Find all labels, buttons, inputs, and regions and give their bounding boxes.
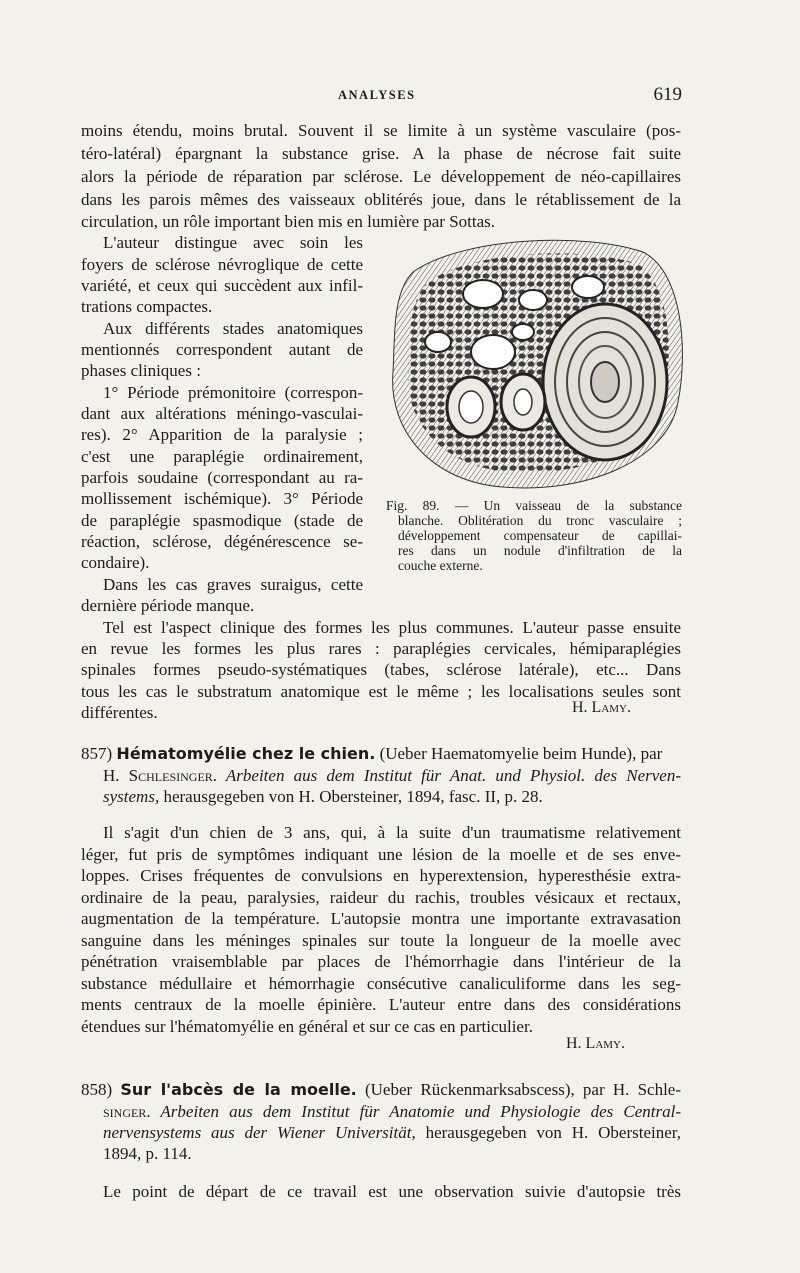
text-line: loppes. Crises fréquentes de convulsions en hyperextension, hyperesthésie extra- xyxy=(81,866,681,885)
journal-title: Arbeiten aus dem Institut für Anatomie und Physiologie des Central- xyxy=(150,1102,681,1121)
text-line: phases cliniques : xyxy=(81,361,201,380)
figure-caption xyxy=(386,498,682,573)
figure-89-illustration xyxy=(383,232,685,492)
text-line: Tel est l'aspect clinique des formes les plus communes. L'auteur passe ensuite xyxy=(103,618,681,637)
entry-reference-line xyxy=(81,765,681,787)
entry-reference-line xyxy=(81,1122,681,1144)
entry-author: singer. xyxy=(103,1102,151,1121)
entry-reference: (Ueber Haematomyelie beim Hunde), par xyxy=(375,744,663,763)
text-line: variété, et ceux qui succèdent aux infil- xyxy=(81,276,363,295)
text-line: pénétration vraisemblable par places de l'hémorrhagie dans l'intérieur de la xyxy=(81,952,681,971)
text-line: circulation, un rôle important bien mis en lumière par Sottas. xyxy=(81,212,496,231)
text-line: Dans les cas graves suraigus, cette xyxy=(103,575,363,594)
text-line: mentionnés correspondent autant de xyxy=(81,340,363,359)
caption-line: blanche. Oblitération du tronc vasculaire ; xyxy=(398,513,682,528)
text-line: foyers de sclérose névroglique de cette xyxy=(81,255,363,274)
section-title: ANALYSES xyxy=(338,88,416,102)
entry-reference: herausgegeben von H. Obersteiner, xyxy=(415,1123,681,1142)
text-line: ordinaire de la peau, paralysies, raideur du rachis, troubles vésicaux et rectaux, xyxy=(81,888,681,907)
journal-title: Arbeiten aus dem Institut für Anat. und Physiol. des Nerven- xyxy=(217,766,681,785)
text-line: augmentation de la température. L'autopsie montra une importante extravasation xyxy=(81,909,681,928)
text-line: Il s'agit d'un chien de 3 ans, qui, à la suite d'un traumatisme relativement xyxy=(103,823,681,842)
entry-number: 858) xyxy=(81,1080,113,1099)
text-line: léger, fut pris de symptômes indiquant une lésion de la moelle et de ses enve- xyxy=(81,845,681,864)
journal-title: nervensystems aus der Wiener Universität, xyxy=(103,1123,416,1142)
text-line: alors la période de réparation par sclérose. Le développement de néo-capillaires xyxy=(81,167,681,186)
text-line: L'auteur distingue avec soin les xyxy=(103,233,363,252)
text-line: sanguine dans les méninges spinales sur toute la longueur de la moelle avec xyxy=(81,931,681,950)
caption-line: développement compensateur de capillai- xyxy=(398,528,682,543)
text-line: téro-latéral) épargnant la substance grise. A la phase de nécrose fait suite xyxy=(81,144,681,163)
entry-reference-line xyxy=(81,786,681,808)
text-line: res). 2° Apparition de la paralysie ; xyxy=(81,425,363,444)
entry-858-heading xyxy=(81,1079,681,1101)
text-line: condaire). xyxy=(81,553,150,572)
signature: H. Lamy. xyxy=(572,699,631,716)
text-line: trations compactes. xyxy=(81,297,213,316)
text-line: Le point de départ de ce travail est une observation suivie d'autopsie très xyxy=(103,1182,681,1201)
caption-line: couche externe. xyxy=(398,558,483,573)
text-line: parfois soudaine (correspondant au ra- xyxy=(81,468,363,487)
text-line: substance médullaire et hémorrhagie consécutive canaliculiforme dans les seg- xyxy=(81,974,681,993)
text-line: dans les parois mêmes des vaisseaux oblitérés joue, dans le rétablissement de la xyxy=(81,190,681,209)
text-line: de paraplégie spasmodique (stade de xyxy=(81,511,363,530)
text-line: 1° Période prémonitoire (correspon- xyxy=(103,383,363,402)
entry-857-heading xyxy=(81,743,681,765)
entry-number: 857) xyxy=(81,744,113,763)
entry-reference: (Ueber Rückenmarksabscess), par H. Schle- xyxy=(356,1080,681,1099)
running-head xyxy=(80,84,682,108)
journal-title: systems, xyxy=(103,787,160,806)
vessel-engraving-image xyxy=(383,232,685,492)
text-line: tous les cas le substratum anatomique est le même ; les localisations seules sont xyxy=(81,682,681,701)
entry-reference: herausgegeben von H. Obersteiner, 1894, fasc. II, p. 28. xyxy=(159,787,543,806)
text-line: spinales formes pseudo-systématiques (tabes, sclérose latérale), etc... Dans xyxy=(81,660,681,679)
signature: H. Lamy. xyxy=(566,1035,625,1052)
text-line: dernière période manque. xyxy=(81,596,255,615)
text-line: c'est une paraplégie ordinairement, xyxy=(81,447,363,466)
entry-title: Hématomyélie chez le chien. xyxy=(116,744,376,763)
text-line: Aux différents stades anatomiques xyxy=(103,319,363,338)
caption-line: res dans un nodule d'infiltration de la xyxy=(398,543,682,558)
text-line: réaction, sclérose, dégénérescence se- xyxy=(81,532,363,551)
page-number: 619 xyxy=(653,84,682,105)
text-line: étendues sur l'hématomyélie en général et sur ce cas en particulier. xyxy=(81,1017,533,1036)
entry-author: H. Schlesinger. xyxy=(103,766,218,785)
entry-reference-line xyxy=(81,1101,681,1123)
text-line: dant aux altérations méningo-vasculai- xyxy=(81,404,363,423)
text-line: en revue les formes les plus rares : paraplégies cervicales, hémiparaplégies xyxy=(81,639,681,658)
caption-line: Fig. 89. — Un vaisseau de la substance xyxy=(386,498,682,513)
text-line: différentes. xyxy=(81,703,158,722)
entry-title: Sur l'abcès de la moelle. xyxy=(120,1080,357,1099)
text-line: mollissement ischémique). 3° Période xyxy=(81,489,363,508)
text-line: ments centraux de la moelle épinière. L'auteur entre dans des considérations xyxy=(81,995,681,1014)
entry-reference-line: 1894, p. 114. xyxy=(103,1144,192,1163)
text-line: moins étendu, moins brutal. Souvent il se limite à un système vasculaire (pos- xyxy=(81,121,681,140)
